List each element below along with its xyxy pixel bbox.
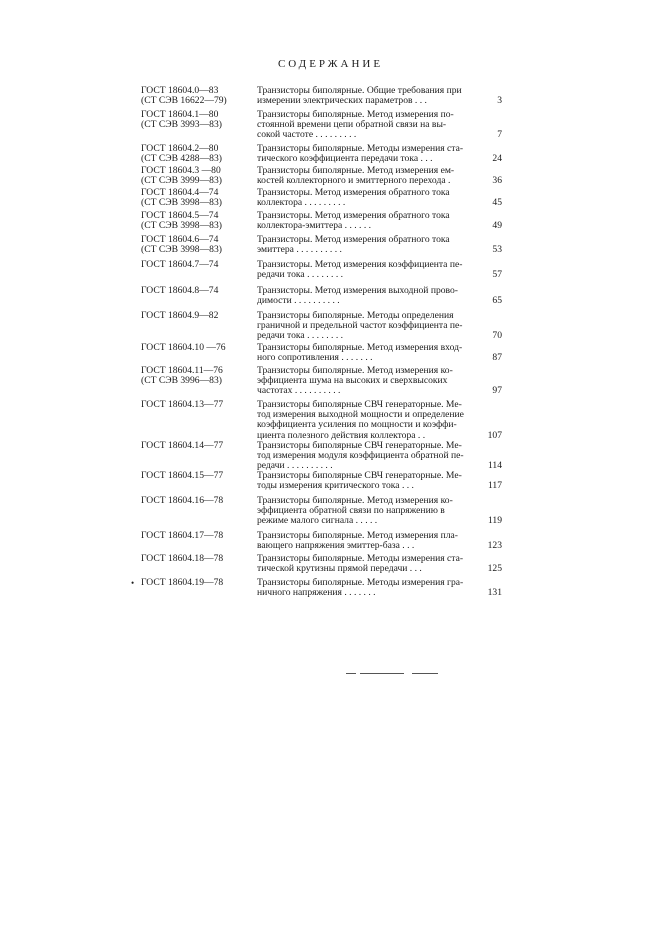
standard-code-line: (СТ СЭВ 3998—83) (141, 197, 222, 209)
standard-code-line: (СТ СЭВ 3999—83) (141, 175, 222, 187)
standard-code (141, 531, 253, 541)
entry-description-line: эффициента шума на высоких и сверхвысоких (257, 375, 448, 387)
entry-description-line: коллектора . . . . . . . . . (257, 197, 346, 209)
page-number: 45 (492, 197, 502, 209)
entry-description (257, 188, 487, 208)
entry-description (257, 211, 487, 231)
entry-description-line: Транзисторы. Метод измерения обратного тока (257, 210, 450, 221)
entry-description-line: Транзисторы биполярные СВЧ генераторные. Ме- (257, 470, 462, 481)
entry-description-line: Транзисторы. Метод измерения коэффициента пе- (257, 259, 463, 270)
entry-description-line: эмиттера . . . . . . . . . . (257, 244, 342, 256)
standard-code (141, 441, 253, 451)
standard-code-line: ГОСТ 18604.17—78 (141, 530, 224, 541)
page-number: 53 (492, 244, 502, 256)
entry-description (257, 110, 487, 141)
standard-code-line: ГОСТ 18604.19—78 (141, 577, 224, 588)
entry-description-line: Транзисторы биполярные. Метод измерения вход- (257, 342, 463, 353)
entry-description-line: редачи . . . . . . . . . . (257, 460, 333, 472)
entry-description-line: Транзисторы биполярные. Метод измерения ко- (257, 495, 453, 506)
entry-description-line: Транзисторы биполярные. Метод измерения ко- (257, 365, 453, 376)
entry-description-line: коэффициента усиления по мощности и коэффи- (257, 419, 457, 431)
standard-code (141, 286, 253, 296)
standard-code-line: (СТ СЭВ 3993—83) (141, 119, 222, 131)
entry-description-line: граничной и предельной частот коэффициента пе- (257, 320, 463, 332)
entry-description-line: измерении электрических параметров . . . (257, 95, 427, 107)
entry-description-line: Транзисторы биполярные. Общие требования при (257, 85, 462, 96)
entry-description-line: частотах . . . . . . . . . . (257, 385, 341, 397)
standard-code (141, 235, 253, 255)
entry-description (257, 441, 487, 472)
standard-code-line: ГОСТ 18604.6—74 (141, 234, 219, 245)
standard-code-line: (СТ СЭВ 3998—83) (141, 220, 222, 232)
entry-description (257, 166, 487, 186)
entry-description (257, 578, 487, 598)
standard-code-line: (СТ СЭВ 3998—83) (141, 244, 222, 256)
entry-description (257, 343, 487, 363)
entry-description (257, 400, 487, 441)
standard-code (141, 400, 253, 410)
entry-description-line: коллектора-эмиттера . . . . . . (257, 220, 372, 232)
entry-description (257, 286, 487, 306)
entry-description-line: Транзисторы биполярные. Методы определения (257, 310, 454, 321)
page-number: 70 (492, 330, 502, 342)
entry-description-line: ничного напряжения . . . . . . . (257, 587, 376, 599)
page-number: 87 (492, 352, 502, 364)
page-number: 119 (487, 515, 502, 527)
page-number: 7 (497, 129, 502, 141)
page-number: 3 (497, 95, 502, 107)
standard-code (141, 554, 253, 564)
entry-description-line: Транзисторы биполярные СВЧ генераторные. Ме- (257, 399, 462, 410)
standard-code-line: ГОСТ 18604.9—82 (141, 310, 219, 321)
standard-code-line: (СТ СЭВ 4288—83) (141, 153, 222, 165)
entry-description-line: редачи тока . . . . . . . . (257, 330, 344, 342)
standard-code-line: ГОСТ 18604.4—74 (141, 187, 219, 198)
standard-code (141, 144, 253, 164)
page-number: 97 (492, 385, 502, 397)
standard-code-line: ГОСТ 18604.0—83 (141, 85, 219, 96)
standard-code (141, 260, 253, 270)
standard-code (141, 471, 253, 481)
entry-description-line: Транзисторы биполярные СВЧ генераторные. Ме- (257, 440, 462, 451)
entry-description-line: Транзисторы биполярные. Методы измерения гра- (257, 577, 464, 588)
page-number: 65 (492, 295, 502, 307)
page-number: 117 (487, 480, 502, 492)
entry-description (257, 366, 487, 397)
standard-code-line: ГОСТ 18604.13—77 (141, 399, 224, 410)
entry-description (257, 554, 487, 574)
standard-code-line: ГОСТ 18604.15—77 (141, 470, 224, 481)
entry-description-line: ного сопротивления . . . . . . . (257, 352, 373, 364)
entry-description-line: Транзисторы биполярные. Метод измерения ем- (257, 165, 455, 176)
page-number: 114 (487, 460, 502, 472)
entry-description-line: эффициента обратной связи по напряжению в (257, 505, 445, 517)
standard-code (141, 166, 253, 186)
entry-description-line: Транзисторы биполярные. Методы измерения ста- (257, 143, 464, 154)
page-number: 107 (487, 429, 502, 441)
standard-code-line: ГОСТ 18604.11—76 (141, 365, 223, 376)
entry-description-line: сокой частоте . . . . . . . . . (257, 129, 357, 141)
standard-code-line: ГОСТ 18604.2—80 (141, 143, 219, 154)
page-number: 36 (492, 175, 502, 187)
standard-code (141, 343, 253, 353)
standard-code (141, 188, 253, 208)
standard-code-line: ГОСТ 18604.18—78 (141, 553, 224, 564)
entry-description-line: тоды измерения критического тока . . . (257, 480, 414, 492)
standard-code (141, 211, 253, 231)
standard-code (141, 366, 253, 386)
page-number: 131 (487, 587, 502, 599)
page-number: 125 (487, 563, 502, 575)
entry-description-line: димости . . . . . . . . . . (257, 295, 340, 307)
page-number: 24 (492, 153, 502, 165)
entry-description (257, 144, 487, 164)
entry-description-line: Транзисторы биполярные. Метод измерения пла- (257, 530, 458, 541)
standard-code (141, 86, 253, 106)
entry-description (257, 235, 487, 255)
standard-code-line: ГОСТ 18604.1—80 (141, 109, 219, 120)
entry-description (257, 260, 487, 280)
entry-description-line: Транзисторы. Метод измерения обратного тока (257, 234, 450, 245)
standard-code-line: (СТ СЭВ 3996—83) (141, 375, 222, 387)
standard-code (141, 110, 253, 130)
entry-description-line: Транзисторы. Метод измерения обратного тока (257, 187, 450, 198)
entry-description-line: тической крутизны прямой передачи . . . (257, 563, 422, 575)
entry-description (257, 311, 487, 342)
standard-code (141, 311, 253, 321)
standard-code-line: ГОСТ 18604.10 —76 (141, 342, 226, 353)
entry-description-line: редачи тока . . . . . . . . (257, 269, 344, 281)
entry-description-line: Транзисторы. Метод измерения выходной прово- (257, 285, 459, 296)
entry-description-line: костей коллекторного и эмиттерного перехода . (257, 175, 451, 187)
entry-description (257, 531, 487, 551)
entry-description-line: стоянной времени цепи обратной связи на вы- (257, 119, 447, 131)
standard-code-line: ГОСТ 18604.3 —80 (141, 165, 221, 176)
entry-description (257, 496, 487, 527)
entry-description-line: тод измерения выходной мощности и определение (257, 409, 464, 421)
entry-description-line: тод измерения модуля коэффициента обратной пе- (257, 450, 464, 462)
standard-code (141, 578, 253, 588)
bullet-mark: • (131, 578, 135, 588)
standard-code-line: ГОСТ 18604.5—74 (141, 210, 219, 221)
standard-code-line: (СТ СЭВ 16622—79) (141, 95, 227, 107)
page-number: 57 (492, 269, 502, 281)
entry-description (257, 471, 487, 491)
entry-description-line: Транзисторы биполярные. Методы измерения ста- (257, 553, 464, 564)
standard-code-line: ГОСТ 18604.7—74 (141, 259, 219, 270)
entry-description-line: вающего напряжения эмиттер-база . . . (257, 540, 415, 552)
page-title: СОДЕРЖАНИЕ (277, 58, 384, 70)
page-number: 49 (492, 220, 502, 232)
footer-rule (346, 673, 438, 674)
standard-code-line: ГОСТ 18604.14—77 (141, 440, 224, 451)
page-number: 123 (487, 540, 502, 552)
standard-code (141, 496, 253, 506)
standard-code-line: ГОСТ 18604.16—78 (141, 495, 224, 506)
entry-description-line: циента полезного действия коллектора . . (257, 429, 426, 441)
entry-description-line: тического коэффициента передачи тока . . . (257, 153, 433, 165)
entry-description-line: режиме малого сигнала . . . . . (257, 515, 378, 527)
entry-description (257, 86, 487, 106)
standard-code-line: ГОСТ 18604.8—74 (141, 285, 219, 296)
entry-description-line: Транзисторы биполярные. Метод измерения по- (257, 109, 454, 120)
